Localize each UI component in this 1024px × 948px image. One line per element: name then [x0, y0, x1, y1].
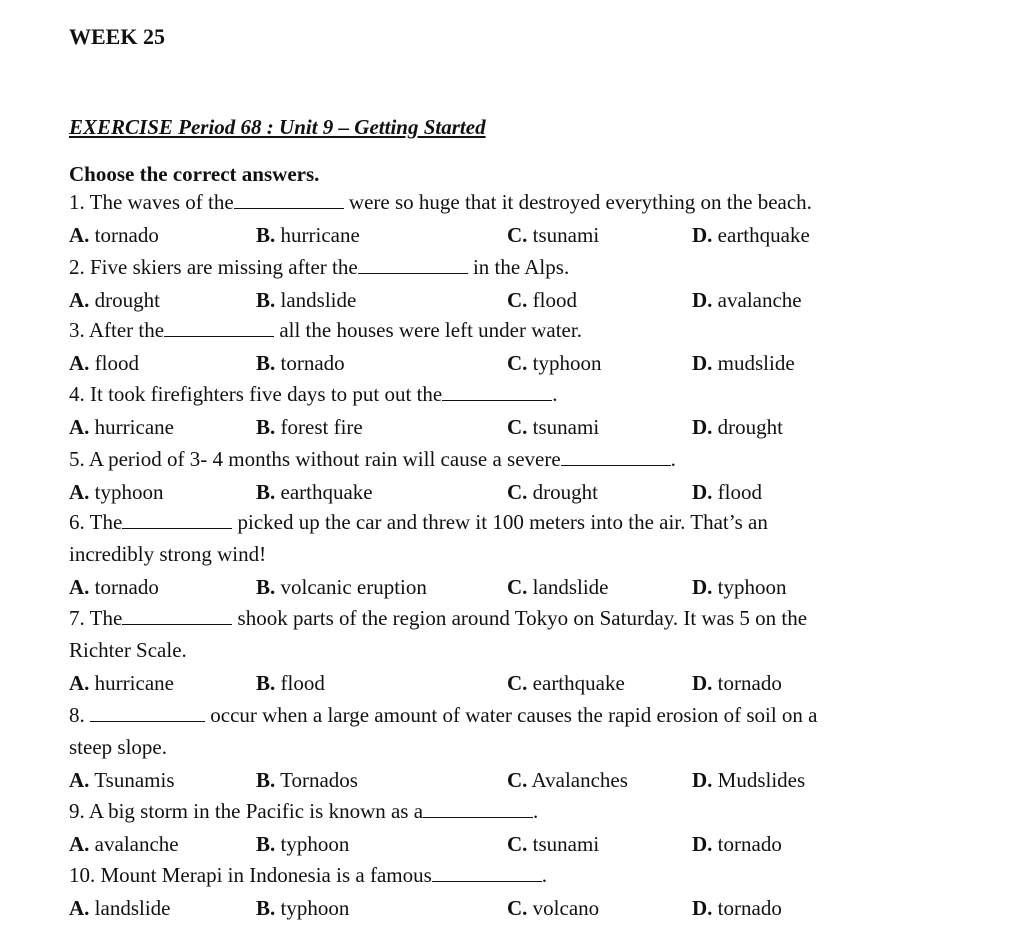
option-text: landslide	[89, 896, 171, 920]
question-2-stem	[69, 255, 569, 280]
question-stem-after: shook parts of the region around Tokyo on Saturday. It was 5 on the	[232, 606, 808, 630]
option-letter: A.	[69, 768, 90, 792]
option-letter: A.	[69, 415, 90, 439]
question-1-option-a	[69, 223, 159, 248]
answer-blank	[442, 385, 552, 401]
question-stem-before: 6. The	[69, 510, 123, 534]
question-8-option-b	[256, 768, 358, 793]
option-text: tornado	[89, 223, 159, 247]
question-4-option-d	[692, 415, 783, 440]
option-text: tornado	[89, 575, 159, 599]
option-letter: C.	[507, 832, 528, 856]
option-letter: C.	[507, 768, 528, 792]
question-stem-before: 5. A period of 3- 4 months without rain will cause a severe	[69, 447, 561, 471]
question-7-stem	[69, 606, 807, 631]
option-letter: D.	[692, 351, 713, 375]
question-3-option-c	[507, 351, 602, 376]
question-6-continuation: incredibly strong wind!	[69, 542, 267, 566]
option-letter: C.	[507, 575, 528, 599]
option-text: landslide	[527, 575, 609, 599]
answer-blank	[561, 450, 671, 466]
question-10-option-a	[69, 896, 171, 921]
option-text: hurricane	[89, 671, 174, 695]
option-text: flood	[712, 480, 762, 504]
question-stem-before: 2. Five skiers are missing after the	[69, 255, 358, 279]
question-5-option-b	[256, 480, 373, 505]
option-letter: C.	[507, 480, 528, 504]
option-letter: B.	[256, 671, 276, 695]
question-stem-after: picked up the car and threw it 100 meters into the air. That’s an	[232, 510, 768, 534]
question-4-option-c	[507, 415, 599, 440]
option-text: volcano	[527, 896, 600, 920]
option-text: hurricane	[275, 223, 360, 247]
option-letter: D.	[692, 575, 713, 599]
question-stem-before: 8.	[69, 703, 90, 727]
option-text: earthquake	[527, 671, 625, 695]
answer-blank	[358, 258, 468, 274]
option-text: drought	[527, 480, 598, 504]
option-text: drought	[89, 288, 160, 312]
question-stem-after: all the houses were left under water.	[274, 318, 582, 342]
option-text: Mudslides	[712, 768, 806, 792]
question-9-option-c	[507, 832, 599, 857]
exercise-title: EXERCISE Period 68 : Unit 9 – Getting Started	[69, 115, 486, 139]
option-letter: A.	[69, 896, 90, 920]
option-text: tsunami	[527, 223, 600, 247]
option-text: earthquake	[712, 223, 810, 247]
question-10-stem	[69, 863, 547, 888]
question-stem-after: .	[670, 447, 676, 471]
option-letter: A.	[69, 671, 90, 695]
question-1-option-b	[256, 223, 360, 248]
week-heading: WEEK 25	[69, 24, 165, 49]
question-5-option-c	[507, 480, 598, 505]
option-letter: D.	[692, 480, 713, 504]
option-text: Tornados	[275, 768, 358, 792]
question-10-option-b	[256, 896, 349, 921]
option-text: typhoon	[712, 575, 787, 599]
option-letter: A.	[69, 832, 90, 856]
question-7-option-d	[692, 671, 782, 696]
question-3-option-a	[69, 351, 139, 376]
option-text: drought	[712, 415, 783, 439]
option-text: avalanche	[712, 288, 802, 312]
question-stem-after: occur when a large amount of water causes the rapid erosion of soil on a	[205, 703, 818, 727]
instruction: Choose the correct answers.	[69, 162, 320, 186]
option-text: tsunami	[527, 832, 600, 856]
question-stem-before: 4. It took firefighters five days to put out the	[69, 382, 443, 406]
option-text: earthquake	[275, 480, 373, 504]
option-text: mudslide	[712, 351, 795, 375]
option-text: flood	[527, 288, 577, 312]
answer-blank	[122, 513, 232, 529]
question-4-option-a	[69, 415, 174, 440]
option-letter: D.	[692, 768, 713, 792]
question-stem-before: 7. The	[69, 606, 123, 630]
option-letter: B.	[256, 288, 276, 312]
question-2-option-b	[256, 288, 356, 313]
question-4-stem	[69, 382, 558, 407]
option-letter: C.	[507, 415, 528, 439]
option-letter: C.	[507, 351, 528, 375]
answer-blank	[432, 866, 542, 882]
question-6-option-b	[256, 575, 427, 600]
option-letter: A.	[69, 480, 90, 504]
question-2-option-a	[69, 288, 160, 313]
question-9-stem	[69, 799, 538, 824]
question-10-option-d	[692, 896, 782, 921]
option-text: Avalanches	[527, 768, 628, 792]
question-3-stem	[69, 318, 582, 343]
question-stem-after: .	[552, 382, 558, 406]
option-letter: A.	[69, 351, 90, 375]
question-1-option-c	[507, 223, 599, 248]
option-letter: D.	[692, 288, 713, 312]
question-9-option-d	[692, 832, 782, 857]
option-letter: B.	[256, 351, 276, 375]
option-letter: D.	[692, 896, 713, 920]
option-text: forest fire	[275, 415, 363, 439]
question-stem-after: .	[541, 863, 548, 887]
option-text: tornado	[275, 351, 345, 375]
question-6-option-a	[69, 575, 159, 600]
option-letter: B.	[256, 896, 276, 920]
option-text: typhoon	[275, 896, 350, 920]
option-letter: A.	[69, 575, 90, 599]
question-8-option-a	[69, 768, 175, 793]
question-5-option-d	[692, 480, 762, 505]
question-8-option-c	[507, 768, 628, 793]
question-6-option-d	[692, 575, 787, 600]
option-text: avalanche	[89, 832, 179, 856]
option-text: tornado	[712, 832, 782, 856]
question-stem-before: 10. Mount Merapi in Indonesia is a famous	[69, 863, 432, 887]
question-7-option-a	[69, 671, 174, 696]
option-letter: B.	[256, 832, 276, 856]
option-text: typhoon	[527, 351, 602, 375]
option-text: tornado	[712, 896, 782, 920]
option-letter: B.	[256, 480, 276, 504]
question-1-option-d	[692, 223, 810, 248]
option-letter: B.	[256, 575, 276, 599]
question-5-stem	[69, 447, 676, 472]
question-2-option-d	[692, 288, 802, 313]
question-8-stem	[69, 703, 818, 728]
option-letter: C.	[507, 288, 528, 312]
question-7-continuation: Richter Scale.	[69, 638, 187, 662]
option-text: hurricane	[89, 415, 174, 439]
question-stem-after: .	[533, 799, 539, 823]
question-2-option-c	[507, 288, 577, 313]
question-stem-before: 3. After the	[69, 318, 165, 342]
option-letter: B.	[256, 223, 276, 247]
answer-blank	[234, 193, 344, 209]
question-9-option-a	[69, 832, 179, 857]
question-9-option-b	[256, 832, 349, 857]
option-letter: A.	[69, 288, 90, 312]
question-5-option-a	[69, 480, 164, 505]
option-text: volcanic eruption	[275, 575, 427, 599]
question-stem-after: in the Alps.	[467, 255, 570, 279]
option-letter: C.	[507, 896, 528, 920]
question-stem-after: were so huge that it destroyed everything on the beach.	[343, 190, 812, 214]
option-letter: D.	[692, 223, 713, 247]
answer-blank	[423, 802, 533, 818]
option-text: typhoon	[275, 832, 350, 856]
option-letter: D.	[692, 671, 713, 695]
question-10-option-c	[507, 896, 599, 921]
option-letter: B.	[256, 768, 276, 792]
answer-blank	[164, 321, 274, 337]
option-letter: C.	[507, 671, 528, 695]
question-7-option-b	[256, 671, 325, 696]
option-text: landslide	[275, 288, 357, 312]
option-text: tsunami	[527, 415, 600, 439]
question-6-stem	[69, 510, 768, 535]
question-1-stem	[69, 190, 812, 215]
question-stem-before: 1. The waves of the	[69, 190, 234, 214]
question-stem-before: 9. A big storm in the Pacific is known as a	[69, 799, 424, 823]
question-3-option-d	[692, 351, 795, 376]
option-letter: D.	[692, 415, 713, 439]
answer-blank	[90, 706, 205, 722]
question-3-option-b	[256, 351, 345, 376]
option-text: typhoon	[89, 480, 164, 504]
question-8-option-d	[692, 768, 805, 793]
option-text: flood	[89, 351, 139, 375]
option-letter: C.	[507, 223, 528, 247]
question-8-continuation: steep slope.	[69, 735, 167, 759]
question-7-option-c	[507, 671, 625, 696]
answer-blank	[122, 609, 232, 625]
option-letter: A.	[69, 223, 90, 247]
option-text: flood	[275, 671, 325, 695]
option-text: Tsunamis	[89, 768, 175, 792]
question-6-option-c	[507, 575, 609, 600]
option-text: tornado	[712, 671, 782, 695]
question-4-option-b	[256, 415, 363, 440]
option-letter: D.	[692, 832, 713, 856]
option-letter: B.	[256, 415, 276, 439]
